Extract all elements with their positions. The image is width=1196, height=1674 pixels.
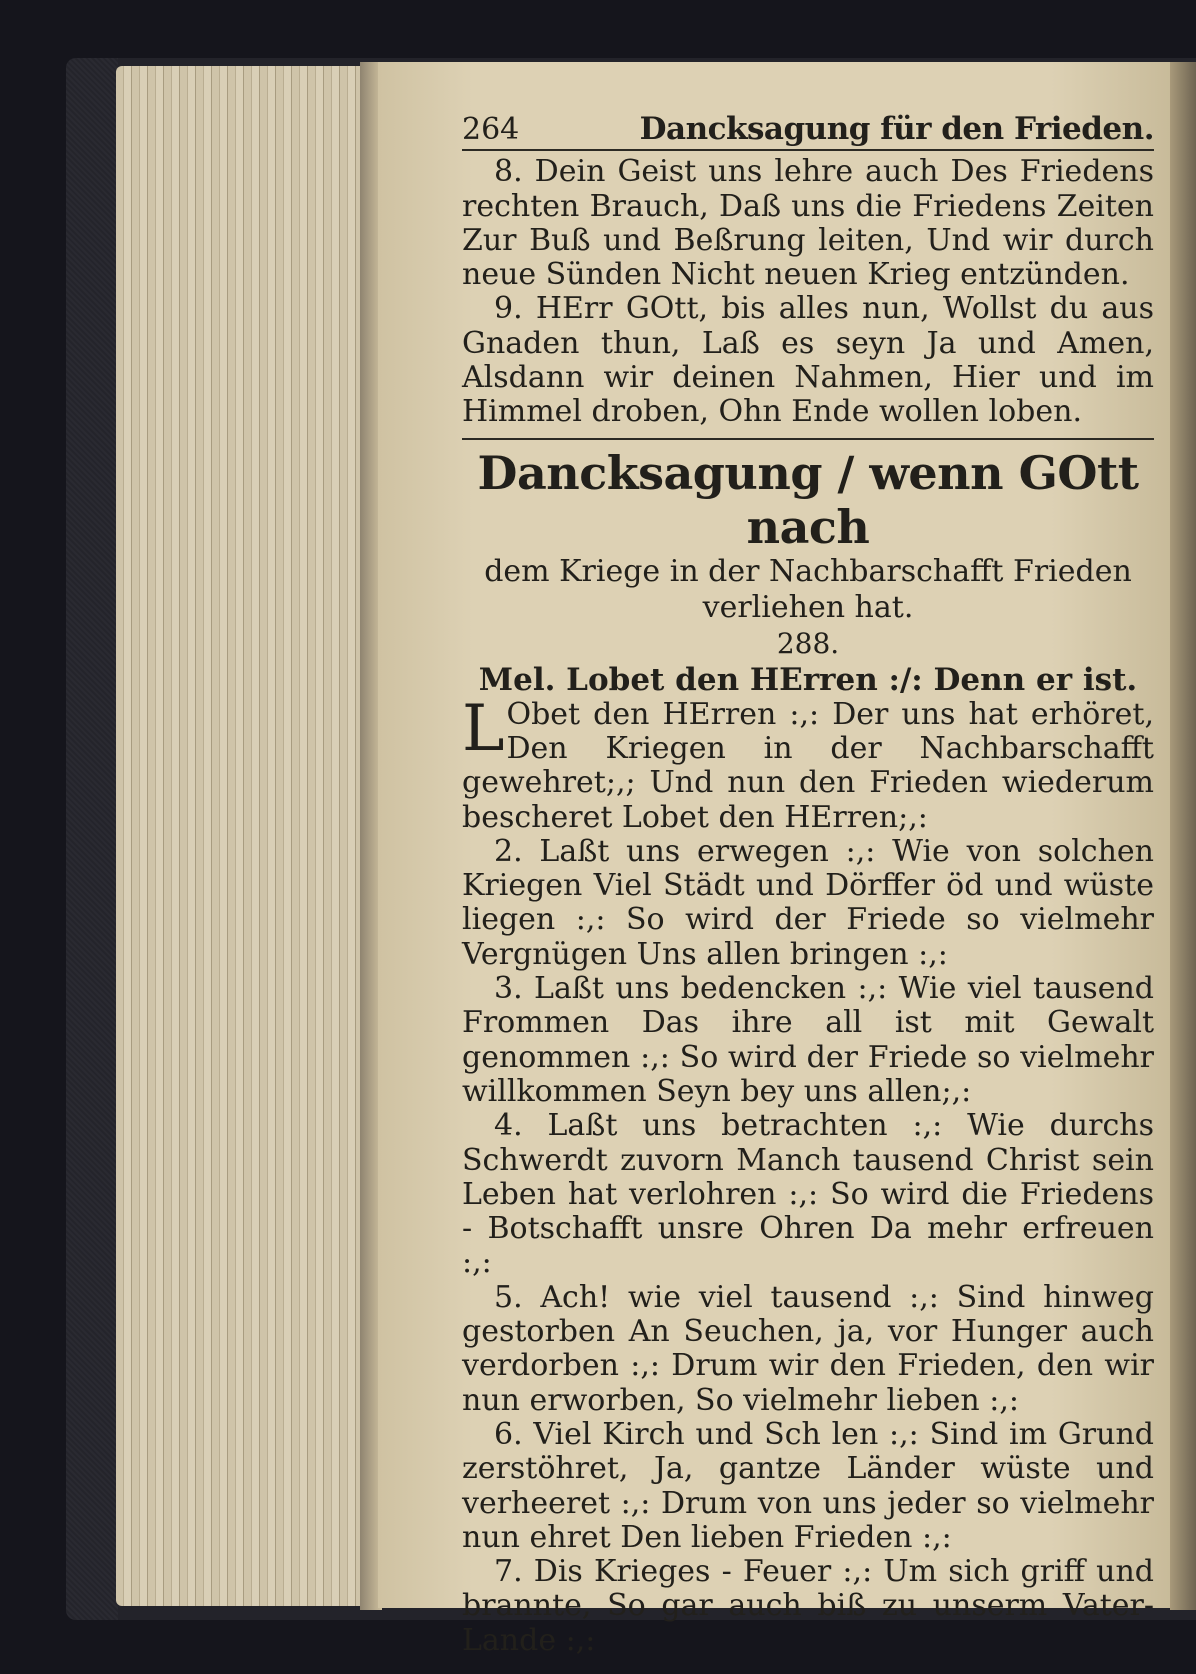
running-title: Dancksagung für den Frieden. (639, 111, 1154, 147)
facing-page-edge (1170, 62, 1196, 1610)
hymn-stanza-5: 5. Ach! wie viel tausend :,: Sind hinweg gestorben An Seuchen, ja, vor Hunger auch verdorben :,: Drum wir den Frieden, den wir nun erworben, So vielmehr lieben :,: (462, 1279, 1154, 1418)
hymn-stanza-1 (462, 691, 1154, 835)
page-text (462, 112, 1154, 1658)
hymn-stanza-4: 4. Laßt uns betrachten :,: Wie durchs Schwerdt zuvorn Manch tausend Christ sein Leben hat verlohren :,: So wird die Friedens - Botschafft unsre Ohren Da mehr erfreuen :,: (462, 1108, 1154, 1281)
hymn-stanza-2: 2. Laßt uns erwegen :,: Wie von solchen Kriegen Viel Städt und Dörffer öd und wüste liegen :,: So wird der Friede so vielmehr Vergnügen Uns allen bringen :,: (462, 833, 1154, 972)
drop-cap: L (462, 691, 505, 766)
section-heading: Dancksagung / wenn GOtt nach (477, 445, 1139, 554)
section-divider (462, 438, 1154, 440)
running-head (462, 112, 1154, 151)
hymn-stanza-7: 7. Dis Krieges - Feuer :,: Um sich griff und brannte, So gar auch biß zu unserm Vater-Lande :,: (462, 1554, 1154, 1658)
prev-hymn-stanza-9: 9. HErr GOtt, bis alles nun, Wollst du aus Gnaden thun, Laß es seyn Ja und Amen, Alsdann wir deinen Nahmen, Hier und im Himmel droben, Ohn Ende wollen loben. (462, 291, 1154, 430)
melody-line: Mel. Lobet den HErren :/: Denn er ist. (478, 661, 1138, 698)
hymn-number: 288. (776, 626, 840, 660)
hymn-stanza-3: 3. Laßt uns bedencken :,: Wie viel tausend Frommen Das ihre all ist mit Gewalt genommen :,: So wird der Friede so vielmehr willkommen Seyn bey uns allen;,: (462, 971, 1154, 1109)
hymn-stanza-6: 6. Viel Kirch und Sch len :,: Sind im Grund zerstöhret, Ja, gantze Länder wüste und verheeret :,: Drum von uns jeder so vielmehr nun ehret Den lieben Frieden :,: (462, 1416, 1154, 1555)
book-spine (66, 58, 118, 1620)
page-stack-edge (116, 66, 378, 1606)
page-number: 264 (462, 112, 520, 147)
prev-hymn-stanza-8: 8. Dein Geist uns lehre auch Des Friedens rechten Brauch, Daß uns die Friedens Zeiten Zur Buß und Beßrung leiten, Und wir durch neue Sünden Nicht neuen Krieg entzünden. (462, 154, 1154, 293)
section-subheading: dem Kriege in der Nachbarschafft Frieden verliehen hat. (484, 553, 1132, 625)
hymn-stanza-1-text: Obet den HErren :,: Der uns hat erhöret, Den Kriegen in der Nachbarschafft gewehret;,; Und nun den Frieden wiederum bescheret Lobet den HErren;,: (462, 696, 1154, 835)
